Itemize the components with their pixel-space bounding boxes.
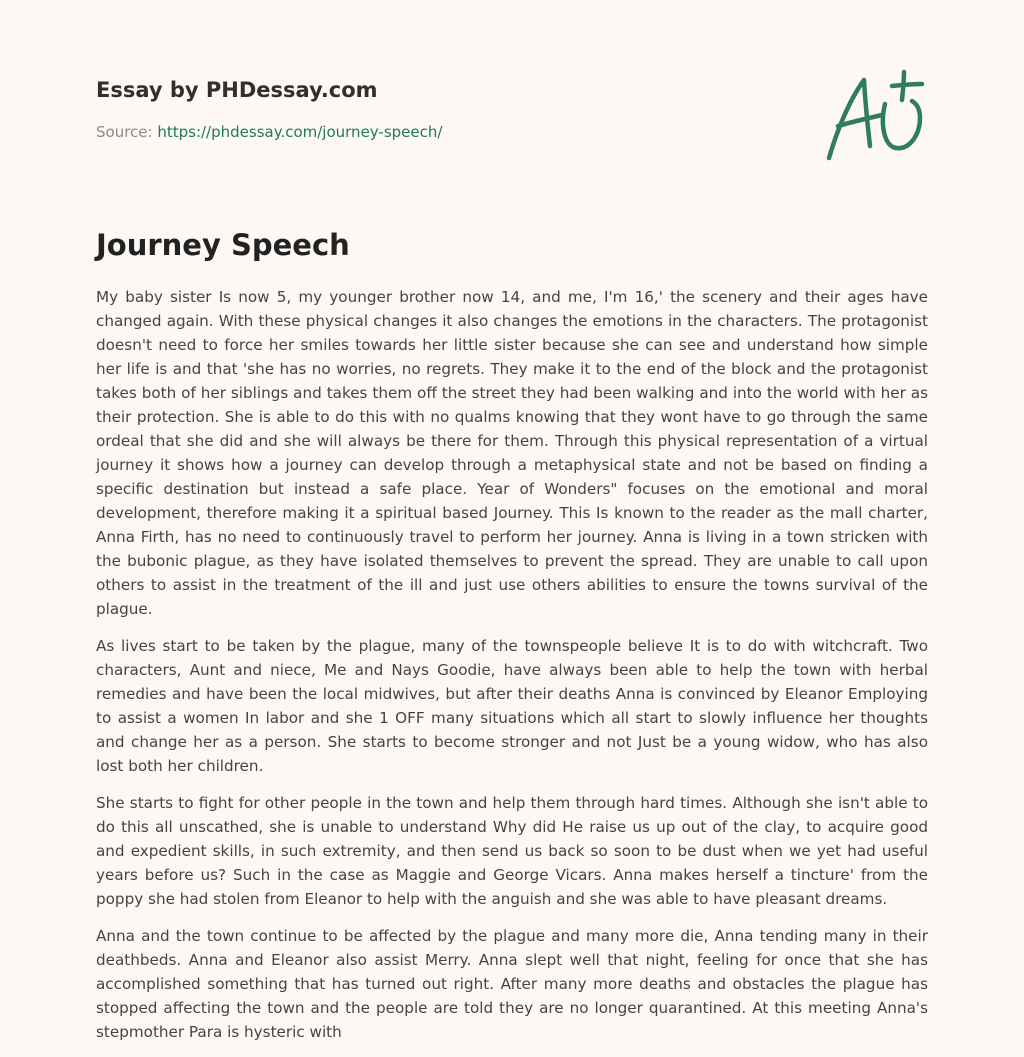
- source-label: Source:: [96, 123, 158, 141]
- essay-paragraph: Anna and the town continue to be affected by the plague and many more die, Anna tending many in their deathbeds. Anna and Eleanor also assist Merry. Anna slept well that night, feeling for once that she has accomplished something that has turned out right. After many more deaths and obstacles the plague has stopped affecting the town and the people are told they are no longer quarantined. At this meeting Anna's stepmother Para is hysteric with: [96, 927, 928, 1041]
- site-brand: Essay by PHDessay.com: [96, 78, 378, 102]
- essay-paragraph: My baby sister Is now 5, my younger brother now 14, and me, I'm 16,' the scenery and their ages have changed again. With these physical changes it also changes the emotions in the characters. The protagonist doesn't need to force her smiles towards her little sister because she can see and understand how simple her life is and that 'she has no worries, no regrets. They make it to the end of the block and the protagonist takes both of her siblings and takes them off the street they had been walking and into the world with her as their protection. She is able to do this with no qualms knowing that they wont have to go through the same ordeal that she did and she will always be there for them. Through this physical representation of a virtual journey it shows how a journey can develop through a metaphysical state and not be based on finding a specific destination but instead a safe place. Year of Wonders" focuses on the emotional and moral development, therefore making it a spiritual based Journey. This Is known to the reader as the mall charter, Anna Firth, has no need to continuously travel to perform her journey. Anna is living in a town stricken with the bubonic plague, as they have isolated themselves to prevent the spread. They are unable to call upon others to assist in the treatment of the ill and just use others abilities to ensure the towns survival of the plague.: [96, 288, 928, 618]
- source-line: [96, 122, 796, 142]
- a-plus-grade-icon: [822, 68, 926, 164]
- essay-paragraph: As lives start to be taken by the plague, many of the townspeople believe It is to do with witchcraft. Two characters, Aunt and niece, Me and Nays Goodie, have always been able to help the town with herbal remedies and have been the local midwives, but after their deaths Anna is convinced by Eleanor Employing to assist a women In labor and she 1 OFF many situations which all start to slowly influence her thoughts and change her as a person. She starts to become stronger and not Just be a young widow, who has also lost both her children.: [96, 637, 928, 775]
- essay-body: [96, 285, 928, 1057]
- page-header: [96, 76, 796, 142]
- source-link[interactable]: https://phdessay.com/journey-speech/: [157, 123, 443, 141]
- essay-title: Journey Speech: [96, 228, 350, 262]
- essay-paragraph: She starts to fight for other people in the town and help them through hard times. Although she isn't able to do this all unscathed, she is unable to understand Why did He raise us up out of the clay, to acquire good and expedient skills, in such extremity, and then send us back so soon to be dust when we yet had useful years before us? Such in the case as Maggie and George Vicars. Anna makes herself a tincture' from the poppy she had stolen from Eleanor to help with the anguish and she was able to have pleasant dreams.: [96, 794, 928, 908]
